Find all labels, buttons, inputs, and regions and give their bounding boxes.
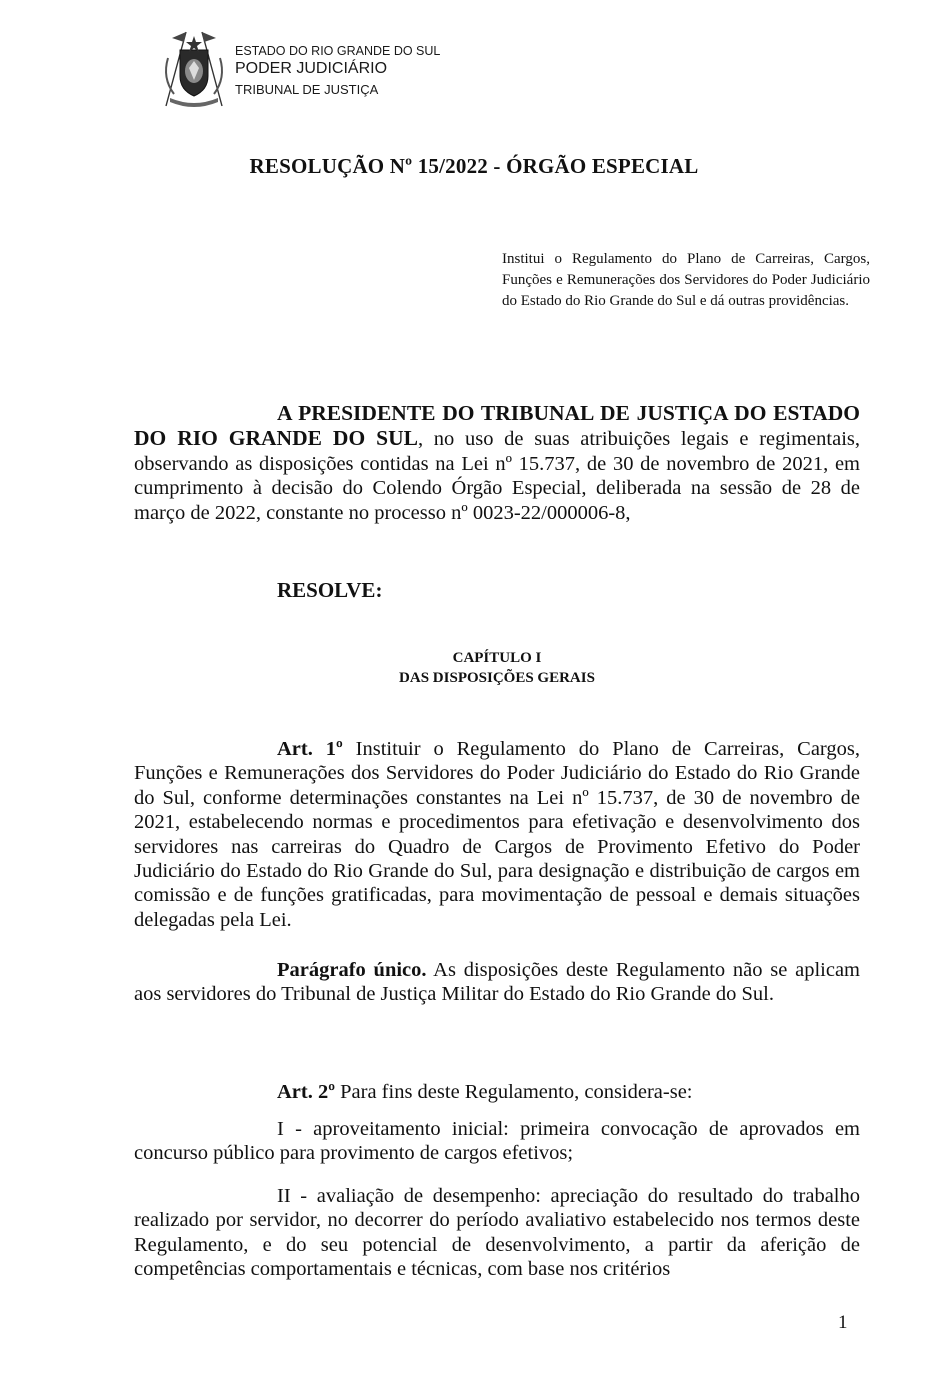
chapter-title: DAS DISPOSIÇÕES GERAIS — [399, 670, 595, 686]
article-2-item-i: I - aproveitamento inicial: primeira convocação de aprovados em concurso público para provimento de cargos efetivos; — [134, 1118, 860, 1165]
article-2 — [134, 1080, 860, 1104]
preamble-lead: A PRESIDENTE DO TRIBUNAL DE JUSTIÇA DO ESTADO DO RIO GRANDE DO SUL — [134, 401, 860, 451]
page-number: 1 — [838, 1312, 848, 1333]
article-1-paragraph-text: As disposições deste Regulamento não se aplicam aos servidores do Tribunal de Justiça Militar do Estado do Rio Grande do Sul. — [134, 959, 860, 1006]
ementa: Institui o Regulamento do Plano de Carreiras, Cargos, Funções e Remunerações dos Servidores do Poder Judiciário do Estado do Rio Grande do Sul e dá outras providências. — [502, 251, 870, 309]
document-title: RESOLUÇÃO Nº 15/2022 - ÓRGÃO ESPECIAL — [249, 154, 699, 178]
article-1-paragraph-label: Parágrafo único. — [277, 959, 427, 981]
article-1-label: Art. 1º — [277, 738, 343, 760]
preamble-text: , no uso de suas atribuições legais e regimentais, observando as disposições contidas na Lei nº 15.737, de 30 de novembro de 2021, em cumprimento à decisão do Colendo Órgão Especial, deliberada na sessão de 28 de março de 2022, constante no processo nº 0023-22/000006-8, — [134, 428, 860, 524]
article-1-paragraph — [134, 958, 860, 1007]
preamble — [134, 401, 860, 525]
article-2-label: Art. 2º — [277, 1081, 335, 1103]
letterhead-court: TRIBUNAL DE JUSTIÇA — [235, 82, 379, 97]
article-2-text: Para fins deste Regulamento, considera-se: — [335, 1081, 693, 1103]
coat-of-arms-icon — [160, 28, 228, 110]
resolve-heading: RESOLVE: — [277, 578, 383, 602]
letterhead-state: ESTADO DO RIO GRANDE DO SUL — [235, 44, 441, 58]
article-1-text: Instituir o Regulamento do Plano de Carreiras, Cargos, Funções e Remunerações dos Servidores do Poder Judiciário do Estado do Rio Grande do Sul, conforme determinações constantes na Lei nº 15.737, de 30 de novembro de 2021, estabelecendo normas e procedimentos para efetivação e desenvolvimento dos servidores nas carreiras do Quadro de Cargos de Provimento Efetivo do Poder Judiciário do Estado do Rio Grande do Sul, para designação e distribuição de cargos em comissão e de funções gratificadas, para movimentação de pessoal e demais situações delegadas pela Lei. — [134, 738, 860, 931]
letterhead — [160, 28, 490, 110]
letterhead-power: PODER JUDICIÁRIO — [235, 60, 388, 77]
chapter-label: CAPÍTULO I — [452, 650, 542, 666]
article-2-item-ii: II - avaliação de desempenho: apreciação do resultado do trabalho realizado por servidor, no decorrer do período avaliativo estabelecido nos termos deste Regulamento, e do seu potencial de desenvolvimento, a partir da aferição de competências comportamentais e técnicas, com base nos critérios — [134, 1185, 860, 1281]
article-1 — [134, 737, 860, 932]
